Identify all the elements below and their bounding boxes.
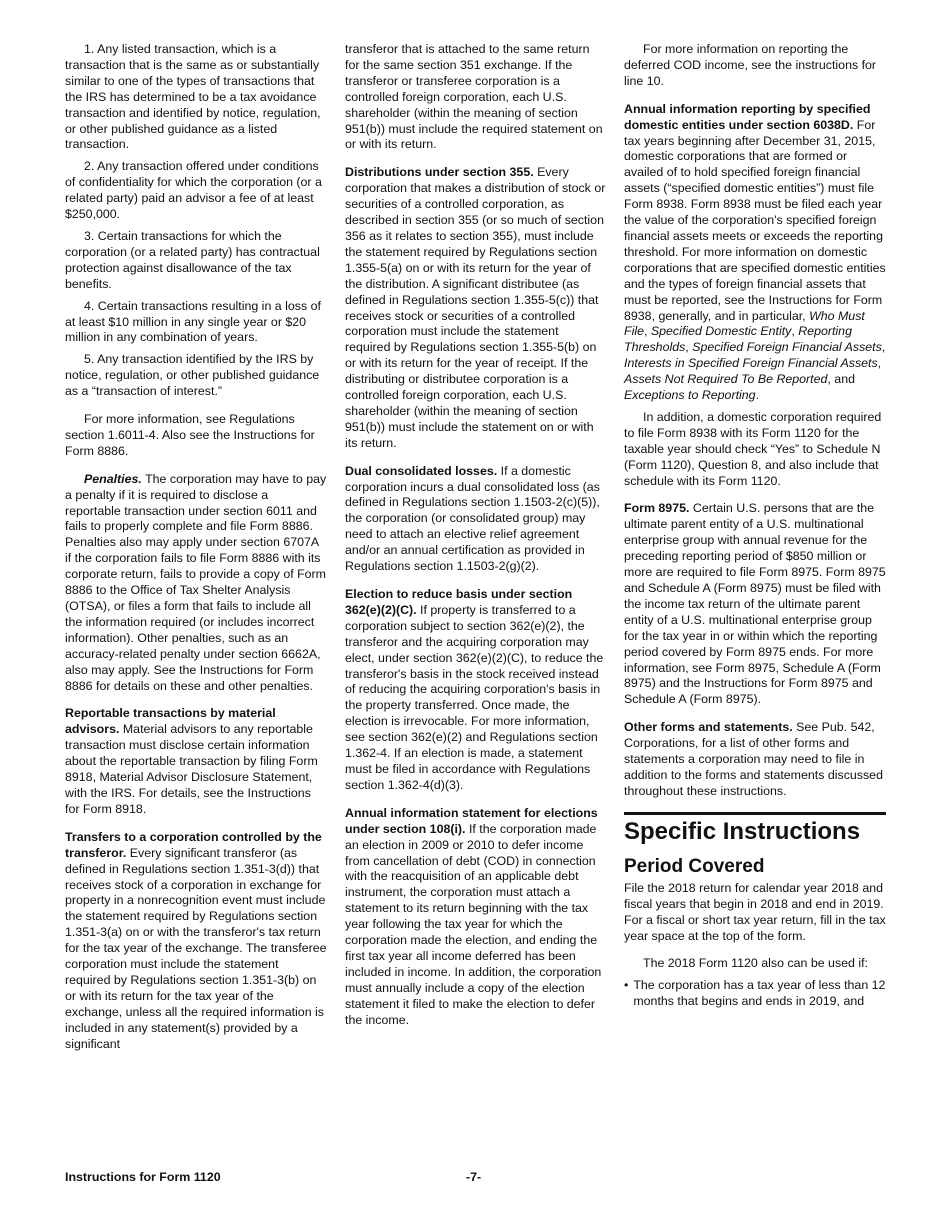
other-forms-text: See Pub. 542, Corporations, for a list of other forms and statements a corporation may need to file in addition to the forms and statements discussed throughout these instructions. [624,720,883,798]
term-reporting-thresholds: Reporting Thresholds [624,324,852,355]
list-item: 1. Any listed transaction, which is a transaction that is the same as or substantially similar to one of the types of transactions that the IRS has determined to be a tax avoidance transaction and identified by notice, regulation, or other published guidance as a listed transaction. [65,42,321,152]
term-exceptions-to-reporting: Exceptions to Reporting [624,388,756,403]
page-number: -7- [466,1170,482,1184]
separator: , [881,340,886,355]
dual-losses-heading: Dual consolidated losses. [345,463,498,478]
term-specified-domestic-entity: Specified Domestic Entity [650,324,792,339]
specific-instructions-title: Specific Instructions [624,817,861,845]
transfers-heading: Transfers to a corporation controlled by the transferor. [65,829,322,860]
other-forms-heading: Other forms and statements. [624,720,793,735]
penalties-heading: Penalties. [84,471,142,486]
separator: , [643,324,651,339]
bullet-text: The corporation has a tax year of less than 12 months that begins and ends in 2019, and [633,978,886,1009]
penalties-text: The corporation may have to pay a penalty if it is required to disclose a reportable transaction under section 6011 and fails to properly complete and file Form 8886. Penalties also may apply under section 6707A if the corporation fails to file Form 8886 with its corporate return, fails to provide a copy of Form 8886 to the Office of Tax Shelter Analysis (OTSA), or files a form that fails to include all the information required (or includes incorrect information). Other penalties, such as an accuracy-related penalty under section 6662A, also may apply. See the Instructions for Form 8886 for details on these and other penalties. [65,471,327,693]
distributions-paragraph [345,165,607,451]
bullet-item [624,978,886,1010]
reportable-text: Material advisors to any reportable transaction must disclose certain information about the reportable transaction by filing Form 8918, Material Advisor Disclosure Statement, with the IRS. For details, see the Instructions for Form 8918. [65,722,318,816]
list-item: 3. Certain transactions for which the corporation (or a related party) has contractual protection against disallowance of the tax benefits. [65,228,320,291]
period-paragraph: File the 2018 return for calendar year 2018 and fiscal years that begin in 2018 and end in 2019. For a fiscal or short tax year return, fill in the tax year space at the top of the form. [624,880,886,943]
column-1 [65,42,327,1058]
bullet-icon: • [624,978,629,993]
annual-statement-heading: Annual information statement for elections under section 108(i). [345,805,598,836]
more-info-paragraph: For more information, see Regulations section 1.6011-4. Also see the Instructions for Form 8886. [65,412,315,458]
annual-statement-paragraph [345,806,607,1029]
term-assets-not-required: Assets Not Required To Be Reported [624,372,828,387]
term-specified-foreign-financial-assets: Specified Foreign Financial Assets [692,340,882,355]
dual-losses-paragraph [345,464,607,575]
term-who-must-file: Who Must File [624,308,865,339]
separator: , [685,340,693,355]
transfers-paragraph [65,830,327,1053]
addition-paragraph: In addition, a domestic corporation required to file Form 8938 with its Form 1120 for the taxable year should check “Yes” to Schedule N (Form 1120), Question 8, and also include that schedule with its Form 1120. [624,409,882,488]
form-8975-text: Certain U.S. persons that are the ultimate parent entity of a U.S. multinational enterprise group with annual revenue for the preceding reporting period of $850 million or more are required to file Form 8975. Form 8975 and Schedule A (Form 8975) must be filed with the income tax return of the ultimate parent entity of a U.S. multinational enterprise group for the tax year in or within which the reporting period covered by Form 8975 ends. For more information, see Form 8975, Schedule A (Form 8975) and the Instructions for Form 8975 and Schedule A (Form 8975). [624,501,886,707]
list-item: 4. Certain transactions resulting in a loss of at least $10 million in any single year or $20 million in any combination of years. [65,298,321,345]
separator: , [791,324,799,339]
separator: , and [827,372,855,387]
transfers-text: Every significant transferor (as defined in Regulations section 1.351-3(d)) that receives stock of a corporation in exchange for property in a nonrecognition event must include the statement required by Regulations section 1.351-3(a) on or with the transferor's tax return for the tax year of the exchange. The transferee corporation must include the statement required by Regulations section 1.351-3(b) on or with its return for the tax year of the exchange, unless all the required information is included in any statement(s) provided by a significant [65,845,327,1051]
column-3 [624,42,886,1010]
annual-reporting-heading: Annual information reporting by specified domestic entities under section 6038D. [624,101,871,132]
list-item: 2. Any transaction offered under conditions of confidentiality for which the corporation (or a related party) paid an advisor a fee of at least $250,000. [65,159,322,222]
footer-form-title: Instructions for Form 1120 [65,1170,221,1184]
dual-losses-text: If a domestic corporation incurs a dual consolidated loss (as defined in Regulations section 1.1503-2(c)(5)), the corporation (or consolidated group) may need to attach an elective relief agreement and/or an annual certification as provided in Regulations section 1.1503-2(g)(2). [345,463,600,574]
election-heading: Election to reduce basis under section 362(e)(2)(C). [345,587,573,617]
annual-reporting-text: For tax years beginning after December 31, 2015, domestic corporations that are formed or availed of to hold specified foreign financial assets (“specified domestic entities”) must file Form 8938. Form 8938 must be filed each year the value of the corporation's specified foreign financial assets meets or exceeds the reporting threshold. For more information on domestic corporations that are specified domestic entities and the types of foreign financial assets that must be reported, see the Instructions for Form 8938, generally, and in particular, [624,117,886,323]
distributions-heading: Distributions under section 355. [345,165,534,180]
reportable-paragraph [65,706,327,817]
section-divider [624,812,886,815]
continued-paragraph: transferor that is attached to the same return for the same section 351 exchange. If the transferor or transferee corporation is a controlled foreign corporation, each U.S. shareholder (within the meaning of section 951(b)) must include the required statement on or with its return. [345,42,603,152]
column-2 [345,42,607,1034]
also-used-paragraph: The 2018 Form 1120 also can be used if: [643,956,869,971]
election-paragraph [345,587,607,794]
list-item: 5. Any transaction identified by the IRS by notice, regulation, or other published guidance as a “transaction of interest.” [65,352,320,399]
form-8975-paragraph [624,501,886,708]
annual-reporting-paragraph [624,102,886,404]
period-covered-title: Period Covered [624,855,765,877]
term-interests-in-sffa: Interests in Specified Foreign Financial Assets [624,356,878,371]
penalties-paragraph [65,472,327,695]
distributions-text: Every corporation that makes a distribution of stock or securities of a controlled corporation, as described in section 355 (or so much of section 356 as it relates to section 355), must include the statement required by Regulations section 1.355-5(a) on or with its return for the year of the distribution. A significant distributee (as defined in Regulations section 1.355-5(c)) that receives stock or securities of a controlled corporation must include the statement required by Regulations section 1.355-5(b) on or with its return for the year of receipt. If the distributing or distributee corporation is a controlled foreign corporation, each U.S. shareholder (within the meaning of section 951(b)) must include the statement on or with its return. [345,165,606,450]
cod-paragraph: For more information on reporting the deferred COD income, see the instructions for line 10. [624,42,877,88]
other-forms-paragraph [624,720,886,800]
annual-statement-text: If the corporation made an election in 2009 or 2010 to defer income from cancellation of debt (COD) in connection with the reacquisition of an applicable debt instrument, the corporation must attach a statement to its return beginning with the tax year following the tax year for which the corporation made the election, and ending the first tax year all income deferred has been included in income. In addition, the corporation must annually include a copy of the election statement it filed to make the election to defer the income. [345,821,602,1027]
reportable-heading: Reportable transactions by material advisors. [65,706,276,737]
separator: . [755,388,760,403]
election-text: If property is transferred to a corporation subject to section 362(e)(2), the transferor and the acquiring corporation may elect, under section 362(e)(2)(C), to reduce the transferor's basis in the stock received instead of reducing the acquiring corporation's basis in the property transferred. Once made, the election is irrevocable. For more information, see section 362(e)(2) and Regulations section 1.362-4. If an election is made, a statement must be filed in accordance with Regulations section 1.362-4(d)(3). [345,602,604,792]
form-8975-heading: Form 8975. [624,501,690,516]
separator: , [877,356,882,371]
